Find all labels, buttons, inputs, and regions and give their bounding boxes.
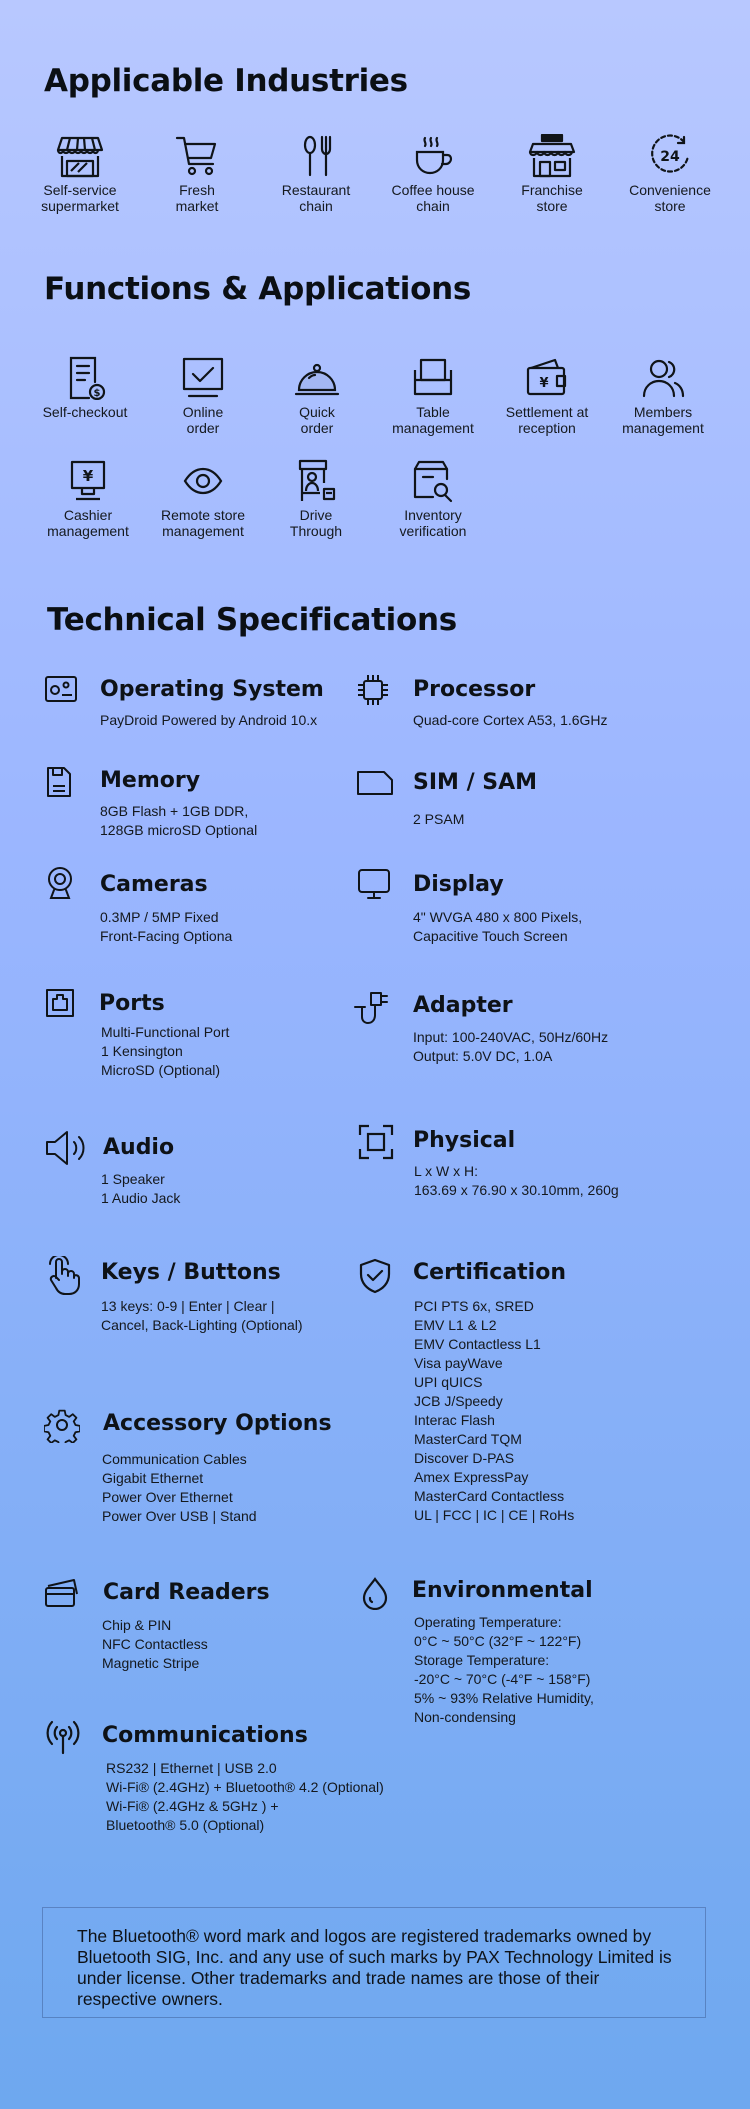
spec-line: MasterCard TQM [414,1431,522,1447]
svg-text:$: $ [93,388,101,399]
spec-line: 1 Kensington [101,1043,183,1059]
industry-franchise-store [493,134,611,214]
function-table-management [374,356,492,436]
function-quick-order [258,356,376,436]
spec-line: Magnetic Stripe [102,1655,200,1671]
spec-title: Display [413,872,504,897]
ethernet-port-icon [44,987,76,1019]
spec-title: Keys / Buttons [101,1260,281,1285]
industry-convenience-store [611,134,729,214]
function-label: Remote store management [160,507,246,539]
store-icon [528,134,576,178]
spec-title: Memory [100,768,201,793]
function-label: Drive Through [289,507,343,539]
function-label: Cashier management [47,507,129,539]
spec-title: Ports [99,991,165,1016]
industry-restaurant-chain [257,134,375,214]
spec-title: Communications [102,1723,308,1748]
spec-line: Capacitive Touch Screen [413,928,568,944]
drive-through-icon [292,459,340,503]
spec-line: 4" WVGA 480 x 800 Pixels, [413,909,583,925]
spec-line: NFC Contactless [102,1636,208,1652]
spec-line: Bluetooth® 5.0 (Optional) [106,1817,265,1833]
spec-title: Processor [413,677,536,702]
function-members-management [604,356,722,436]
industry-label: Self-service supermarket [41,182,119,214]
industry-label: Restaurant chain [281,182,351,214]
function-label: Self-checkout [42,404,128,420]
sim-card-icon [356,768,394,798]
spec-line: Visa payWave [414,1355,503,1371]
coffee-cup-icon [409,134,457,178]
touch-hand-icon [44,1256,82,1296]
spec-line: JCB J/Speedy [414,1393,503,1409]
spec-line: Chip & PIN [102,1617,172,1633]
spec-line: Front-Facing Optiona [100,928,233,944]
spec-line: 0°C ~ 50°C (32°F ~ 122°F) [414,1633,582,1649]
spec-line: Amex ExpressPay [414,1469,529,1485]
spec-line: 128GB microSD Optional [100,822,258,838]
spec-line: Operating Temperature: [414,1614,562,1630]
memory-card-icon [44,766,74,798]
display-monitor-icon [356,868,392,900]
spec-title: Adapter [413,993,513,1018]
function-self-checkout [26,356,144,420]
cashier-monitor-icon [64,459,112,503]
cutlery-icon [292,134,340,178]
svg-text:¥: ¥ [82,467,94,485]
function-label: Online order [182,404,224,436]
spec-line: EMV L1 & L2 [414,1317,497,1333]
members-icon [639,356,687,400]
spec-line: Output: 5.0V DC, 1.0A [413,1048,553,1064]
spec-line: 8GB Flash + 1GB DDR, [100,803,249,819]
table-icon [409,356,457,400]
trademark-notice [42,1907,706,2018]
spec-line: Quad-core Cortex A53, 1.6GHz [413,712,608,728]
function-label: Quick order [299,404,335,436]
svg-text:¥: ¥ [539,376,549,391]
spec-line: EMV Contactless L1 [414,1336,541,1352]
shield-check-icon [358,1258,392,1294]
trademark-text: The Bluetooth® word mark and logos are registered trademarks owned by Bluetooth SIG, Inc. and any use of such marks by PAX Technology Limited is under license. Other trademarks and trade names are those of their respective owners. [77,1926,672,2009]
function-label: Inventory verification [399,507,467,539]
spec-line: 163.69 x 76.90 x 30.10mm, 260g [414,1182,619,1198]
24-hours-icon [646,134,694,178]
wallet-yen-icon [523,356,571,400]
specs-title: Technical Specifications [47,602,457,638]
industry-label: Coffee house chain [391,182,475,214]
spec-line: 13 keys: 0-9 | Enter | Clear | [101,1298,275,1314]
credit-card-icon [44,1576,80,1610]
spec-title: Cameras [100,872,208,897]
spec-line: Non-condensing [414,1709,516,1725]
spec-line: -20°C ~ 70°C (-4°F ~ 158°F) [414,1671,591,1687]
spec-title: Card Readers [103,1580,270,1605]
inventory-search-icon [409,459,457,503]
industry-label: Convenience store [629,182,711,214]
webcam-icon [44,866,76,900]
function-cashier-management [29,459,147,539]
spec-title: Environmental [412,1578,593,1603]
spec-line: Input: 100-240VAC, 50Hz/60Hz [413,1029,609,1045]
function-inventory-verification [374,459,492,539]
spec-title: SIM / SAM [413,770,538,795]
industry-self-service-supermarket [21,134,139,214]
processor-chip-icon [356,673,390,707]
spec-line: Interac Flash [414,1412,495,1428]
spec-title: Physical [413,1128,516,1153]
eye-icon [179,459,227,503]
gear-icon [44,1407,80,1443]
spec-line: Power Over USB | Stand [102,1508,257,1524]
antenna-signal-icon [44,1719,82,1755]
spec-line: Communication Cables [102,1451,247,1467]
spec-line: UPI qUICS [414,1374,483,1390]
spec-title: Audio [103,1135,175,1160]
industry-coffee-house-chain [374,134,492,214]
spec-line: PCI PTS 6x, SRED [414,1298,534,1314]
spec-line: Storage Temperature: [414,1652,550,1668]
spec-line: Wi-Fi® (2.4GHz) + Bluetooth® 4.2 (Optional) [106,1779,384,1795]
spec-line: Discover D-PAS [414,1450,515,1466]
storefront-icon [56,134,104,178]
speaker-icon [44,1129,88,1167]
spec-line: 0.3MP / 5MP Fixed [100,909,219,925]
spec-title: Operating System [100,677,324,702]
spec-line: UL | FCC | IC | CE | RoHs [414,1507,575,1523]
industry-label: Fresh market [175,182,219,214]
water-drop-icon [360,1576,390,1610]
service-bell-icon [293,356,341,400]
svg-text:24: 24 [660,149,680,165]
spec-line: Cancel, Back-Lighting (Optional) [101,1317,303,1333]
monitor-check-icon [179,356,227,400]
spec-line: PayDroid Powered by Android 10.x [100,712,318,728]
spec-line: L x W x H: [414,1163,479,1179]
function-label: Members management [622,404,704,436]
shopping-cart-icon [173,134,221,178]
spec-line: 1 Audio Jack [101,1190,181,1206]
industry-fresh-market [138,134,256,214]
spec-line: MasterCard Contactless [414,1488,565,1504]
power-adapter-icon [351,989,393,1027]
function-remote-store-management [144,459,262,539]
industry-label: Franchise store [521,182,583,214]
function-label: Settlement at reception [505,404,589,436]
spec-line: Gigabit Ethernet [102,1470,204,1486]
industries-title: Applicable Industries [44,63,408,99]
spec-line: MicroSD (Optional) [101,1062,221,1078]
function-online-order [144,356,262,436]
spec-line: 1 Speaker [101,1171,165,1187]
spec-line: Wi-Fi® (2.4GHz & 5GHz ) + [106,1798,279,1814]
spec-line: RS232 | Ethernet | USB 2.0 [106,1760,277,1776]
spec-title: Accessory Options [103,1411,332,1436]
dimensions-frame-icon [358,1124,394,1160]
spec-line: Power Over Ethernet [102,1489,233,1505]
spec-line: 2 PSAM [413,811,465,827]
function-drive-through [257,459,375,539]
receipt-dollar-icon [61,356,109,400]
spec-title: Certification [413,1260,567,1285]
spec-line: Multi-Functional Port [101,1024,230,1040]
functions-title: Functions & Applications [44,271,472,307]
operating-system-icon [44,675,78,705]
function-settlement-at-reception [488,356,606,436]
spec-line: 5% ~ 93% Relative Humidity, [414,1690,594,1706]
function-label: Table management [392,404,474,436]
